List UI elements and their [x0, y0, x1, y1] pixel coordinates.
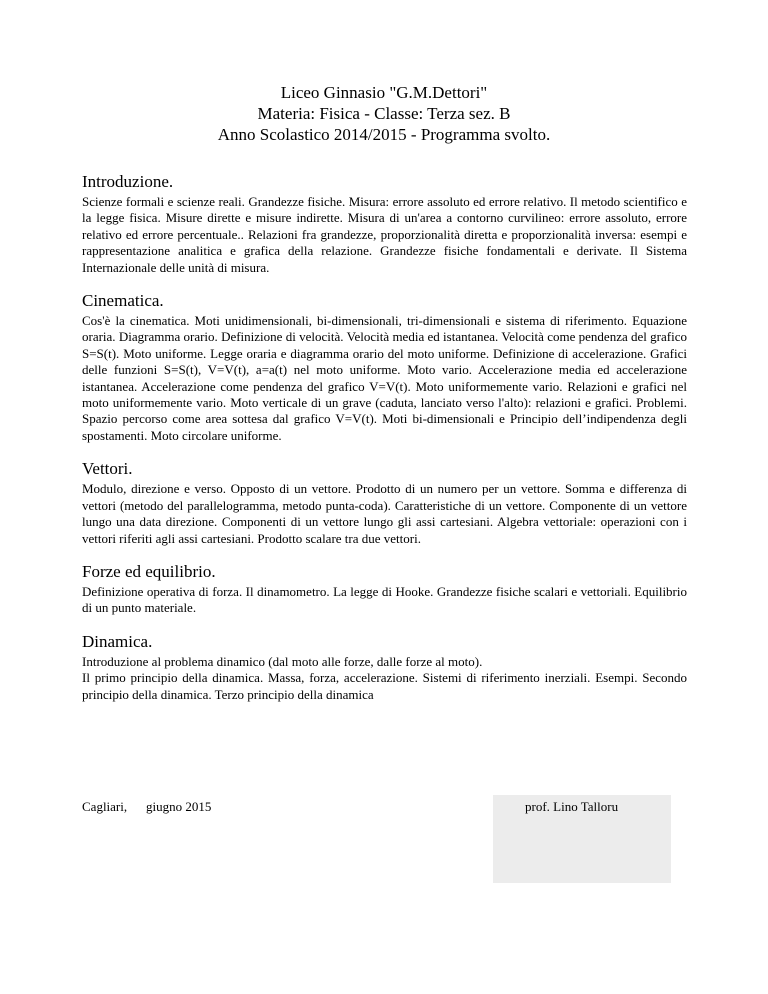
footer-place: Cagliari, — [82, 799, 128, 814]
section-title: Forze ed equilibrio. — [82, 561, 216, 581]
section-title: Introduzione. — [82, 172, 174, 191]
footer-date: giugno 2015 — [146, 799, 212, 814]
section-paragraph: Definizione operativa di forza. Il dinamometro. La legge di Hooke. Grandezze fisiche scalari e vettoriali. Equilibrio di un punto materiale. — [82, 583, 687, 616]
signature-box — [493, 795, 671, 883]
subject-class: Materia: Fisica - Classe: Terza sez. B — [257, 104, 511, 123]
section-paragraph: Introduzione al problema dinamico (dal moto alle forze, dalle forze al moto). — [82, 653, 483, 669]
section-introduzione — [82, 172, 687, 276]
section-vettori — [82, 459, 687, 547]
section-body — [82, 481, 687, 547]
section-title: Cinematica. — [82, 291, 164, 311]
section-paragraph: Modulo, direzione e verso. Opposto di un vettore. Prodotto di un numero per un vettore. Somma e differenza di vettori (metodo del parallelogramma, metodo punta-coda). Caratteristiche di un vettore. Componente di un vettore lungo una data direzione. Componenti di un vettore lungo gli assi cartesiani. Algebra vettoriale: operazioni con i vettori riferiti agli assi cartesiani. Prodotto scalare tra due vettori. — [82, 481, 687, 546]
section-body — [82, 194, 687, 276]
program-content — [82, 172, 687, 718]
section-title: Dinamica. — [82, 631, 153, 651]
section-paragraph: Scienze formali e scienze reali. Grandezze fisiche. Misura: errore assoluto ed errore relativo. Il metodo scientifico e la legge fisica. Misure dirette e misure indirette. Misura di un'area a contorno curvilineo: errore assoluto, errore relativo ed errore percentuale.. Relazioni fra grandezze, proporzionalità diretta e proporzionalità inversa: esempi e rappresentazione analitica e grafica della relazione. Grandezze fisiche fondamentali e derivate. Il Sistema Internazionale delle unità di misura. — [82, 194, 687, 275]
section-body — [82, 654, 687, 703]
section-body — [82, 584, 687, 617]
document-footer — [82, 795, 687, 885]
section-dinamica — [82, 632, 687, 703]
section-forze-equilibrio — [82, 562, 687, 617]
section-body — [82, 313, 687, 444]
section-title: Vettori. — [82, 459, 133, 479]
section-paragraph: Cos'è la cinematica. Moti unidimensionali, bi-dimensionali, tri-dimensionali e sistema di riferimento. Equazione oraria. Diagramma orario. Definizione di velocità. Velocità media ed istantanea. Velocità come pendenza del grafico S=S(t). Moto uniforme. Legge oraria e diagramma orario del moto uniforme. Definizione di accelerazione. Grafici delle funzioni S=S(t), V=V(t), a=a(t) nel moto uniforme. Moto vario. Accelerazione media ed accelerazione istantanea. Accelerazione come pendenza del grafico V=V(t). Moto uniformemente vario. Relazioni e grafici nel moto uniformemente vario. Moto verticale di un grave (caduta, lanciato verso l'alto): relazioni e grafici. Problemi. Spazio percorso come area sottesa dal grafico V=V(t). Moti bi-dimensionali e Principio dell’indipendenza degli spostamenti. Moto circolare uniforme. — [82, 313, 687, 443]
section-cinematica — [82, 291, 687, 444]
school-year-title: Anno Scolastico 2014/2015 - Programma svolto. — [217, 125, 551, 144]
document-header — [0, 82, 768, 145]
signature-name: prof. Lino Talloru — [525, 799, 619, 814]
school-name: Liceo Ginnasio "G.M.Dettori" — [280, 83, 488, 102]
section-paragraph: Il primo principio della dinamica. Massa, forza, accelerazione. Sistemi di riferimento inerziali. Esempi. Secondo principio della dinamica. Terzo principio della dinamica — [82, 670, 687, 702]
